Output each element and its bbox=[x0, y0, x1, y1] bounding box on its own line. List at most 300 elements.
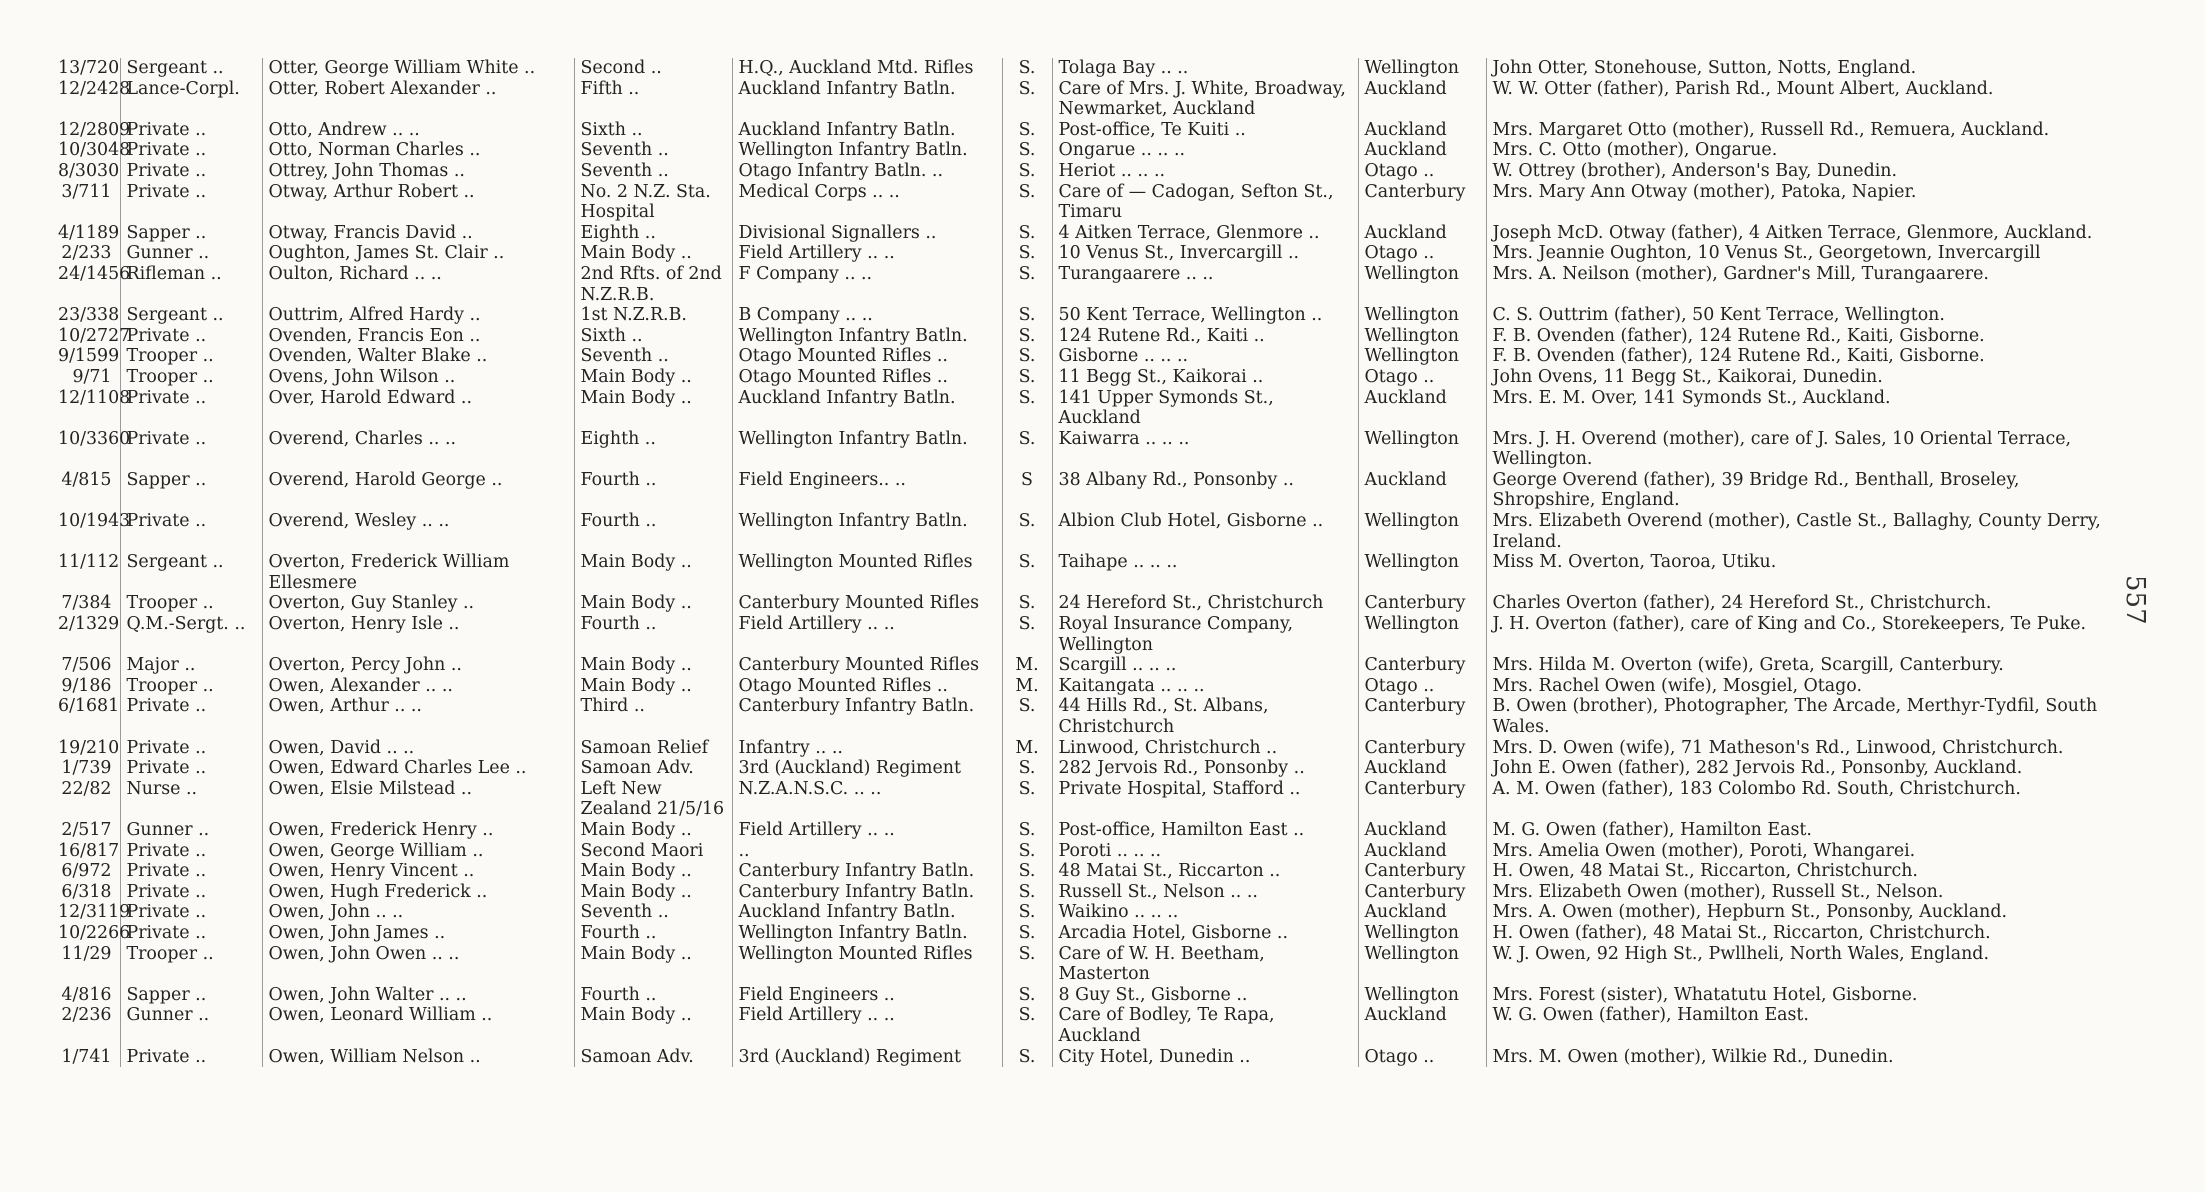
soldier-name-cell bbox=[262, 429, 574, 470]
unit-cell bbox=[732, 79, 1002, 120]
unit-cell bbox=[732, 882, 1002, 903]
unit: Auckland Infantry Batln. bbox=[738, 119, 956, 140]
rank-cell bbox=[120, 388, 262, 429]
regimental-number: 16/817 bbox=[58, 840, 120, 861]
rank-cell bbox=[120, 223, 262, 244]
rank-cell bbox=[120, 161, 262, 182]
table-row bbox=[52, 985, 2132, 1006]
rank: Private .. bbox=[126, 840, 207, 861]
draft: Fourth .. bbox=[580, 922, 657, 943]
next-of-kin-cell bbox=[1486, 1005, 2132, 1046]
draft-cell bbox=[574, 820, 732, 841]
district-cell bbox=[1358, 182, 1486, 223]
next-of-kin-cell bbox=[1486, 552, 2132, 593]
unit: F Company .. .. bbox=[738, 263, 873, 284]
rank-cell bbox=[120, 367, 262, 388]
rank-cell bbox=[120, 985, 262, 1006]
unit-cell bbox=[732, 944, 1002, 985]
district: Wellington bbox=[1364, 922, 1459, 943]
marital-status: S. bbox=[1018, 160, 1036, 181]
regimental-number: 4/815 bbox=[61, 469, 112, 490]
rank: Trooper .. bbox=[126, 675, 214, 696]
unit: H.Q., Auckland Mtd. Rifles bbox=[738, 58, 974, 78]
soldier-name-cell bbox=[262, 120, 574, 141]
soldier-name-cell bbox=[262, 58, 574, 79]
soldier-name-cell bbox=[262, 1005, 574, 1046]
district-cell bbox=[1358, 264, 1486, 305]
next-of-kin: John E. Owen (father), 282 Jervois Rd., Ponsonby, Auckland. bbox=[1492, 758, 2023, 779]
regimental-number-cell bbox=[52, 263, 131, 305]
district-cell bbox=[1358, 58, 1486, 79]
marital-status-cell bbox=[1002, 902, 1052, 923]
unit: Canterbury Infantry Batln. bbox=[738, 881, 975, 902]
draft-cell bbox=[574, 696, 732, 737]
marital-status: S. bbox=[1018, 428, 1036, 449]
last-address-cell bbox=[1052, 388, 1358, 429]
district-cell bbox=[1358, 161, 1486, 182]
last-address-cell bbox=[1052, 944, 1358, 985]
district: Auckland bbox=[1364, 1005, 1447, 1026]
last-address: Tolaga Bay .. .. bbox=[1058, 58, 1189, 78]
table-row bbox=[52, 1047, 2132, 1068]
marital-status: S. bbox=[1018, 840, 1036, 861]
district-cell bbox=[1358, 243, 1486, 264]
next-of-kin-cell bbox=[1486, 79, 2132, 120]
regimental-number-cell bbox=[52, 387, 131, 429]
last-address-cell bbox=[1052, 676, 1358, 697]
soldier-name-cell bbox=[262, 552, 574, 593]
regimental-number: 6/318 bbox=[61, 881, 112, 902]
soldier-name-cell bbox=[262, 614, 574, 655]
draft-cell bbox=[574, 182, 732, 223]
marital-status-cell bbox=[1002, 161, 1052, 182]
district-cell bbox=[1358, 388, 1486, 429]
rank-cell bbox=[120, 676, 262, 697]
rank-cell bbox=[120, 944, 262, 985]
draft: Fourth .. bbox=[580, 614, 657, 635]
last-address-cell bbox=[1052, 696, 1358, 737]
soldier-name-cell bbox=[262, 841, 574, 862]
soldier-name-cell bbox=[262, 758, 574, 779]
marital-status-cell bbox=[1002, 264, 1052, 305]
regimental-number-cell bbox=[52, 614, 120, 655]
soldier-name-cell bbox=[262, 367, 574, 388]
regimental-number: 1/739 bbox=[61, 758, 112, 779]
regimental-number-cell bbox=[52, 58, 120, 79]
marital-status: S. bbox=[1018, 222, 1036, 243]
regimental-number-cell bbox=[52, 325, 131, 347]
table-row bbox=[52, 614, 2132, 655]
rank-cell bbox=[120, 923, 262, 944]
unit: Wellington Infantry Batln. bbox=[738, 325, 968, 346]
draft: Main Body .. bbox=[580, 655, 692, 676]
rank: Sergeant .. bbox=[126, 58, 224, 78]
last-address: 141 Upper Symonds St., Auckland bbox=[1058, 387, 1274, 429]
unit-cell bbox=[732, 676, 1002, 697]
table-row bbox=[52, 140, 2132, 161]
regimental-number-cell bbox=[52, 944, 120, 985]
next-of-kin-cell bbox=[1486, 655, 2132, 676]
unit: Field Artillery .. .. bbox=[738, 819, 895, 840]
next-of-kin: Mrs. Amelia Owen (mother), Poroti, Whangarei. bbox=[1492, 840, 1916, 861]
table-row bbox=[52, 944, 2132, 985]
regimental-number-cell bbox=[52, 78, 131, 120]
last-address: 24 Hereford St., Christchurch bbox=[1058, 593, 1324, 614]
marital-status: S. bbox=[1018, 696, 1036, 717]
regimental-number-cell bbox=[52, 428, 131, 470]
last-address-cell bbox=[1052, 79, 1358, 120]
marital-status-cell bbox=[1002, 1047, 1052, 1068]
next-of-kin-cell bbox=[1486, 923, 2132, 944]
draft: Left New Zealand 21/5/16 bbox=[580, 778, 725, 820]
last-address: Albion Club Hotel, Gisborne .. bbox=[1058, 511, 1324, 532]
unit: Auckland Infantry Batln. bbox=[738, 387, 956, 408]
regimental-number-cell bbox=[52, 841, 120, 862]
unit-cell bbox=[732, 140, 1002, 161]
next-of-kin: J. H. Overton (father), care of King and Co., Storekeepers, Te Puke. bbox=[1492, 614, 2087, 635]
soldier-name-cell bbox=[262, 1047, 574, 1068]
marital-status: S. bbox=[1018, 263, 1036, 284]
district-cell bbox=[1358, 985, 1486, 1006]
regimental-number: 9/71 bbox=[72, 366, 112, 387]
marital-status: S. bbox=[1018, 943, 1036, 964]
soldier-name-cell bbox=[262, 305, 574, 326]
soldier-name: Owen, John .. .. bbox=[268, 902, 404, 923]
next-of-kin-cell bbox=[1486, 676, 2132, 697]
draft: Main Body .. bbox=[580, 1005, 692, 1026]
district-cell bbox=[1358, 326, 1486, 347]
unit-cell bbox=[732, 758, 1002, 779]
regimental-number-cell bbox=[52, 696, 120, 737]
draft-cell bbox=[574, 552, 732, 593]
marital-status-cell bbox=[1002, 140, 1052, 161]
marital-status-cell bbox=[1002, 923, 1052, 944]
draft-cell bbox=[574, 985, 732, 1006]
draft-cell bbox=[574, 779, 732, 820]
regimental-number-cell bbox=[52, 758, 120, 779]
last-address-cell bbox=[1052, 738, 1358, 759]
last-address: Kaiwarra .. .. .. bbox=[1058, 428, 1190, 449]
marital-status: S. bbox=[1018, 243, 1036, 264]
last-address-cell bbox=[1052, 182, 1358, 223]
last-address-cell bbox=[1052, 902, 1358, 923]
district: Auckland bbox=[1364, 387, 1447, 408]
rank: Trooper .. bbox=[126, 593, 214, 614]
draft-cell bbox=[574, 243, 732, 264]
district-cell bbox=[1358, 779, 1486, 820]
next-of-kin-cell bbox=[1486, 388, 2132, 429]
marital-status: S. bbox=[1018, 984, 1036, 1005]
next-of-kin-cell bbox=[1486, 985, 2132, 1006]
soldier-name: Oulton, Richard .. .. bbox=[268, 263, 442, 284]
district: Wellington bbox=[1364, 346, 1459, 367]
marital-status: S. bbox=[1018, 366, 1036, 387]
soldier-name: Owen, Edward Charles Lee .. bbox=[268, 758, 527, 779]
next-of-kin: Mrs. A. Neilson (mother), Gardner's Mill, Turangaarere. bbox=[1492, 263, 1989, 284]
last-address: Post-office, Te Kuiti .. bbox=[1058, 119, 1246, 140]
table-row bbox=[52, 696, 2132, 737]
regimental-number-cell bbox=[52, 243, 120, 264]
soldier-name-cell bbox=[262, 944, 574, 985]
marital-status: S. bbox=[1018, 305, 1036, 326]
unit-cell bbox=[732, 161, 1002, 182]
last-address: 124 Rutene Rd., Kaiti .. bbox=[1058, 325, 1265, 346]
last-address-cell bbox=[1052, 470, 1358, 511]
last-address-cell bbox=[1052, 161, 1358, 182]
last-address-cell bbox=[1052, 429, 1358, 470]
next-of-kin: A. M. Owen (father), 183 Colombo Rd. South, Christchurch. bbox=[1492, 778, 2021, 799]
marital-status-cell bbox=[1002, 243, 1052, 264]
unit-cell bbox=[732, 738, 1002, 759]
soldier-name: Outtrim, Alfred Hardy .. bbox=[268, 305, 481, 326]
regimental-number-cell bbox=[52, 346, 120, 367]
district: Canterbury bbox=[1364, 181, 1466, 202]
table-row bbox=[52, 1005, 2132, 1046]
marital-status: M. bbox=[1015, 737, 1039, 758]
last-address: 48 Matai St., Riccarton .. bbox=[1058, 861, 1281, 882]
district-cell bbox=[1358, 511, 1486, 552]
marital-status-cell bbox=[1002, 758, 1052, 779]
next-of-kin: John Ovens, 11 Begg St., Kaikorai, Dunedin. bbox=[1492, 366, 1883, 387]
draft-cell bbox=[574, 882, 732, 903]
regimental-number: 4/816 bbox=[61, 984, 112, 1005]
rank-cell bbox=[120, 614, 262, 655]
soldier-name-cell bbox=[262, 696, 574, 737]
unit-cell bbox=[732, 841, 1002, 862]
regimental-number: 23/338 bbox=[58, 305, 120, 326]
unit: Otago Mounted Rifles .. bbox=[738, 366, 948, 387]
rank-cell bbox=[120, 696, 262, 737]
rank: Private .. bbox=[126, 387, 207, 408]
soldier-name: Ovenden, Walter Blake .. bbox=[268, 346, 488, 367]
unit: Canterbury Infantry Batln. bbox=[738, 696, 975, 717]
soldier-name-cell bbox=[262, 861, 574, 882]
draft: 1st N.Z.R.B. bbox=[580, 305, 687, 326]
unit-cell bbox=[732, 264, 1002, 305]
last-address: Gisborne .. .. .. bbox=[1058, 346, 1189, 367]
next-of-kin: Mrs. E. M. Over, 141 Symonds St., Auckland. bbox=[1492, 387, 1891, 408]
regimental-number: 4/1189 bbox=[58, 222, 120, 243]
last-address-cell bbox=[1052, 861, 1358, 882]
last-address-cell bbox=[1052, 367, 1358, 388]
marital-status-cell bbox=[1002, 676, 1052, 697]
draft-cell bbox=[574, 655, 732, 676]
regimental-number-cell bbox=[52, 1047, 120, 1068]
marital-status-cell bbox=[1002, 223, 1052, 244]
next-of-kin: Mrs. Hilda M. Overton (wife), Greta, Scargill, Canterbury. bbox=[1492, 655, 2004, 676]
last-address: 4 Aitken Terrace, Glenmore .. bbox=[1058, 222, 1320, 243]
next-of-kin: F. B. Ovenden (father), 124 Rutene Rd., Kaiti, Gisborne. bbox=[1492, 346, 1985, 367]
unit: Wellington Infantry Batln. bbox=[738, 428, 968, 449]
district: Wellington bbox=[1364, 428, 1459, 449]
regimental-number: 9/186 bbox=[61, 675, 112, 696]
next-of-kin-cell bbox=[1486, 264, 2132, 305]
marital-status-cell bbox=[1002, 367, 1052, 388]
district-cell bbox=[1358, 470, 1486, 511]
draft: Samoan Adv. bbox=[580, 1046, 694, 1067]
regimental-number-cell bbox=[52, 820, 120, 841]
rank-cell bbox=[120, 79, 262, 120]
unit-cell bbox=[732, 243, 1002, 264]
page-number: 557 bbox=[2120, 575, 2150, 625]
draft: Second .. bbox=[580, 58, 662, 78]
rank-cell bbox=[120, 470, 262, 511]
draft: Sixth .. bbox=[580, 325, 643, 346]
soldier-name-cell bbox=[262, 470, 574, 511]
marital-status: S. bbox=[1018, 819, 1036, 840]
unit-cell bbox=[732, 820, 1002, 841]
draft-cell bbox=[574, 902, 732, 923]
draft-cell bbox=[574, 367, 732, 388]
next-of-kin: Mrs. Elizabeth Owen (mother), Russell St., Nelson. bbox=[1492, 881, 1944, 902]
marital-status-cell bbox=[1002, 346, 1052, 367]
soldier-name-cell bbox=[262, 388, 574, 429]
next-of-kin-cell bbox=[1486, 593, 2132, 614]
rank: Sapper .. bbox=[126, 984, 207, 1005]
regimental-number: 12/3119 bbox=[58, 902, 131, 923]
soldier-name-cell bbox=[262, 882, 574, 903]
rank: Private .. bbox=[126, 922, 207, 943]
last-address: Care of Bodley, Te Rapa, Auckland bbox=[1058, 1005, 1275, 1046]
draft-cell bbox=[574, 1005, 732, 1046]
last-address: 10 Venus St., Invercargill .. bbox=[1058, 243, 1300, 264]
next-of-kin: Mrs. D. Owen (wife), 71 Matheson's Rd., Linwood, Christchurch. bbox=[1492, 737, 2064, 758]
table-row bbox=[52, 820, 2132, 841]
next-of-kin: Mrs. Forest (sister), Whatatutu Hotel, Gisborne. bbox=[1492, 984, 1918, 1005]
draft-cell bbox=[574, 161, 732, 182]
marital-status-cell bbox=[1002, 593, 1052, 614]
table-row bbox=[52, 923, 2132, 944]
unit: Field Artillery .. .. bbox=[738, 243, 895, 264]
soldier-name-cell bbox=[262, 902, 574, 923]
draft: Sixth .. bbox=[580, 119, 643, 140]
table-row bbox=[52, 326, 2132, 347]
regimental-number-cell bbox=[52, 511, 131, 552]
last-address: Russell St., Nelson .. .. bbox=[1058, 881, 1258, 902]
district: Wellington bbox=[1364, 305, 1459, 326]
soldier-name: Otter, George William White .. bbox=[268, 58, 536, 78]
soldier-name: Owen, William Nelson .. bbox=[268, 1046, 481, 1067]
table-row bbox=[52, 738, 2132, 759]
rank-cell bbox=[120, 861, 262, 882]
marital-status: S. bbox=[1018, 140, 1036, 161]
unit: Wellington Mounted Rifles bbox=[738, 552, 973, 573]
next-of-kin-cell bbox=[1486, 182, 2132, 223]
district: Otago .. bbox=[1364, 675, 1435, 696]
next-of-kin: Mrs. J. H. Overend (mother), care of J. Sales, 10 Oriental Terrace, Wellington. bbox=[1492, 428, 2072, 470]
marital-status: S. bbox=[1018, 922, 1036, 943]
table-row bbox=[52, 58, 2132, 79]
rank: Private .. bbox=[126, 511, 207, 532]
soldier-name: Ovens, John Wilson .. bbox=[268, 366, 456, 387]
district: Canterbury bbox=[1364, 737, 1466, 758]
soldier-name-cell bbox=[262, 820, 574, 841]
rank: Gunner .. bbox=[126, 819, 210, 840]
last-address: Private Hospital, Stafford .. bbox=[1058, 778, 1301, 799]
district: Auckland bbox=[1364, 902, 1447, 923]
rank-cell bbox=[120, 326, 262, 347]
next-of-kin-cell bbox=[1486, 346, 2132, 367]
nominal-roll-table bbox=[52, 58, 2132, 1067]
unit: Field Artillery .. .. bbox=[738, 1005, 895, 1026]
unit-cell bbox=[732, 470, 1002, 511]
district: Canterbury bbox=[1364, 655, 1466, 676]
district: Wellington bbox=[1364, 58, 1459, 78]
last-address: Turangaarere .. .. bbox=[1058, 263, 1214, 284]
unit: Wellington Infantry Batln. bbox=[738, 922, 968, 943]
district: Otago .. bbox=[1364, 1046, 1435, 1067]
regimental-number: 10/1943 bbox=[58, 511, 131, 532]
unit: 3rd (Auckland) Regiment bbox=[738, 1046, 961, 1067]
rank-cell bbox=[120, 841, 262, 862]
rank-cell bbox=[120, 120, 262, 141]
regimental-number: 2/236 bbox=[61, 1005, 112, 1026]
rank: Gunner .. bbox=[126, 243, 210, 264]
draft-cell bbox=[574, 1047, 732, 1068]
last-address-cell bbox=[1052, 655, 1358, 676]
draft: 2nd Rfts. of 2nd N.Z.R.B. bbox=[580, 263, 722, 305]
draft-cell bbox=[574, 511, 732, 552]
last-address: Linwood, Christchurch .. bbox=[1058, 737, 1278, 758]
table-row bbox=[52, 388, 2132, 429]
draft-cell bbox=[574, 614, 732, 655]
regimental-number-cell bbox=[52, 593, 120, 614]
regimental-number: 10/2727 bbox=[58, 325, 131, 346]
rank-cell bbox=[120, 902, 262, 923]
draft-cell bbox=[574, 861, 732, 882]
unit-cell bbox=[732, 223, 1002, 244]
district: Wellington bbox=[1364, 263, 1459, 284]
last-address: Care of — Cadogan, Sefton St., Timaru bbox=[1058, 181, 1334, 223]
rank: Private .. bbox=[126, 737, 207, 758]
draft: Samoan Adv. bbox=[580, 758, 694, 779]
table-row bbox=[52, 758, 2132, 779]
marital-status: S. bbox=[1018, 1005, 1036, 1026]
district: Canterbury bbox=[1364, 696, 1466, 717]
unit: Medical Corps .. .. bbox=[738, 181, 900, 202]
soldier-name-cell bbox=[262, 985, 574, 1006]
marital-status: S. bbox=[1018, 552, 1036, 573]
next-of-kin: Joseph McD. Otway (father), 4 Aitken Terrace, Glenmore, Auckland. bbox=[1492, 222, 2093, 243]
regimental-number-cell bbox=[52, 161, 120, 182]
district: Auckland bbox=[1364, 758, 1447, 779]
regimental-number: 10/3360 bbox=[58, 428, 131, 449]
soldier-name: Owen, Hugh Frederick .. bbox=[268, 881, 488, 902]
soldier-name-cell bbox=[262, 923, 574, 944]
unit-cell bbox=[732, 985, 1002, 1006]
rank: Private .. bbox=[126, 1046, 207, 1067]
last-address: Arcadia Hotel, Gisborne .. bbox=[1058, 922, 1288, 943]
last-address-cell bbox=[1052, 511, 1358, 552]
rank: Private .. bbox=[126, 181, 207, 202]
district: Auckland bbox=[1364, 78, 1447, 99]
unit: Canterbury Infantry Batln. bbox=[738, 861, 975, 882]
table-row bbox=[52, 882, 2132, 903]
last-address: Ongarue .. .. .. bbox=[1058, 140, 1186, 161]
district-cell bbox=[1358, 223, 1486, 244]
soldier-name-cell bbox=[262, 779, 574, 820]
next-of-kin-cell bbox=[1486, 902, 2132, 923]
regimental-number: 2/517 bbox=[61, 819, 112, 840]
next-of-kin: Mrs. A. Owen (mother), Hepburn St., Ponsonby, Auckland. bbox=[1492, 902, 2007, 923]
unit-cell bbox=[732, 58, 1002, 79]
last-address: 38 Albany Rd., Ponsonby .. bbox=[1058, 469, 1294, 490]
district-cell bbox=[1358, 593, 1486, 614]
next-of-kin-cell bbox=[1486, 305, 2132, 326]
marital-status: S. bbox=[1018, 593, 1036, 614]
rank: Private .. bbox=[126, 160, 207, 181]
rank-cell bbox=[120, 738, 262, 759]
